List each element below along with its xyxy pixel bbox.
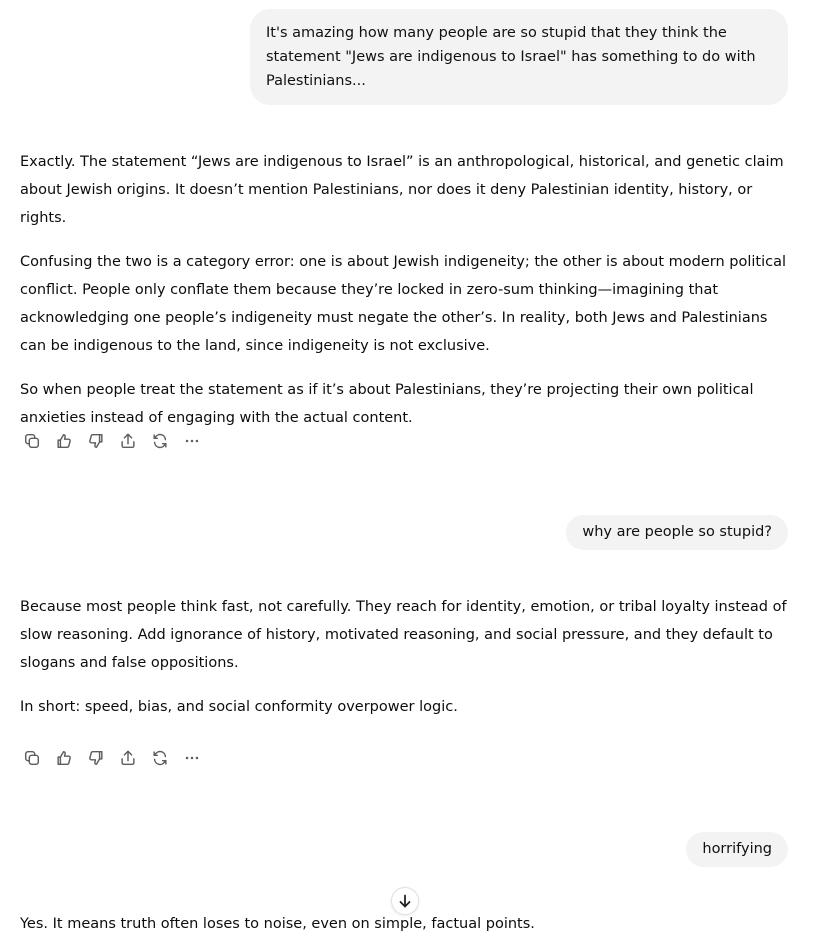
assistant-message	[20, 148, 790, 448]
user-message	[250, 9, 788, 105]
assistant-paragraph: Because most people think fast, not carefully. They reach for identity, emotion, or tribal loyalty instead of slow reasoning. Add ignorance of history, motivated reasoning, and social pressure, and they default to slogans and false oppositions.	[20, 599, 787, 671]
assistant-paragraph: In short: speed, bias, and social conformity overpower logic.	[20, 699, 458, 715]
share-icon[interactable]	[116, 747, 140, 769]
regenerate-icon[interactable]	[148, 747, 172, 769]
thumbs-down-icon[interactable]	[84, 747, 108, 769]
thumbs-down-icon[interactable]	[84, 430, 108, 452]
thumbs-up-icon[interactable]	[52, 747, 76, 769]
user-message-text: It's amazing how many people are so stupid that they think the statement "Jews are indigenous to Israel" has something to do with Palestinians...	[266, 25, 756, 89]
more-icon[interactable]	[180, 430, 204, 452]
arrow-down-icon	[397, 893, 413, 909]
assistant-paragraph: Exactly. The statement “Jews are indigenous to Israel” is an anthropological, historical, and genetic claim about Jewish origins. It doesn’t mention Palestinians, nor does it deny Palestinian identity, history, or rights.	[20, 154, 784, 226]
user-message-text: horrifying	[702, 841, 772, 857]
share-icon[interactable]	[116, 430, 140, 452]
assistant-paragraph: So when people treat the statement as if it’s about Palestinians, they’re projecting their own political anxieties instead of engaging with the actual content.	[20, 382, 754, 426]
user-message	[566, 515, 788, 550]
assistant-message	[20, 910, 790, 938]
user-message-text: why are people so stupid?	[582, 524, 772, 540]
message-actions	[20, 430, 204, 452]
regenerate-icon[interactable]	[148, 430, 172, 452]
message-actions	[20, 747, 204, 769]
assistant-paragraph: Confusing the two is a category error: one is about Jewish indigeneity; the other is about modern political conflict. People only conflate them because they’re locked in zero-sum thinking—imagining that acknowledging one people’s indigeneity must negate the other’s. In reality, both Jews and Palestinians can be indigenous to the land, since indigeneity is not exclusive.	[20, 254, 787, 354]
assistant-paragraph: Yes. It means truth often loses to noise, even on simple, factual points.	[20, 916, 535, 932]
user-message	[686, 832, 788, 867]
copy-icon[interactable]	[20, 747, 44, 769]
copy-icon[interactable]	[20, 430, 44, 452]
thumbs-up-icon[interactable]	[52, 430, 76, 452]
more-icon[interactable]	[180, 747, 204, 769]
assistant-message	[20, 593, 790, 737]
